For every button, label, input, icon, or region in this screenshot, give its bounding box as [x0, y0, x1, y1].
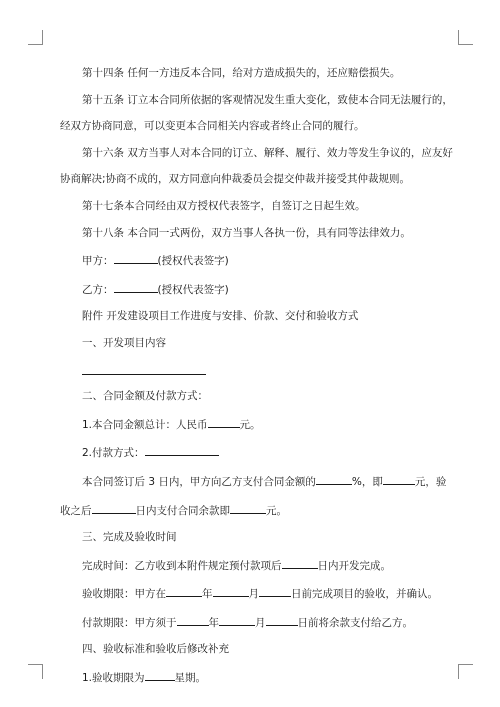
- project-content-blank[interactable]: [82, 363, 206, 375]
- article-16: [60, 146, 453, 160]
- payment-method: [60, 444, 450, 460]
- section-3-title: [60, 530, 450, 544]
- party-b-signature: [60, 281, 450, 297]
- party-a-signature: [60, 252, 450, 268]
- article-18-text: 第十八条 本合同一式两份，双方当事人各执一份，具有同等法律效力。: [82, 226, 411, 239]
- section-3-title-text: 三、完成及验收时间: [82, 531, 177, 544]
- payment-terms-line1: [60, 473, 450, 489]
- party-b-blank[interactable]: [114, 281, 158, 293]
- payment-deadline-month-blank[interactable]: [219, 614, 255, 626]
- appendix-title: [60, 309, 450, 323]
- contract-amount: [60, 416, 450, 432]
- payment-deadline-text-d: 日前将余款支付给乙方。: [297, 616, 413, 629]
- acceptance-period-text-b: 星期。: [174, 672, 207, 685]
- acceptance-text-d: 日前完成项目的验收，并确认。: [291, 588, 438, 601]
- completion-time-text-a: 完成时间：乙方收到本附件规定预付款项后: [82, 559, 282, 572]
- acceptance-period-text-a: 1.验收期限为: [82, 672, 145, 685]
- party-b-suffix: (授权代表签字): [157, 283, 229, 296]
- acceptance-year-blank[interactable]: [166, 585, 202, 597]
- crop-mark-bottom-left: [28, 664, 43, 679]
- payment-days-blank[interactable]: [92, 502, 136, 514]
- section-1-title-text: 一、开发项目内容: [82, 336, 166, 349]
- article-17-text: 第十七条本合同经由双方授权代表签字，自签订之日起生效。: [82, 199, 366, 212]
- section-4-title: [60, 642, 450, 656]
- article-14: [60, 66, 450, 80]
- article-17: [60, 199, 450, 213]
- payment-terms-line2: [60, 502, 450, 518]
- payment-balance-blank[interactable]: [230, 502, 266, 514]
- party-a-blank[interactable]: [114, 252, 158, 264]
- contract-amount-unit: 元。: [239, 418, 261, 431]
- payment-percent-blank[interactable]: [316, 473, 352, 485]
- crop-mark-bottom-right: [458, 664, 473, 679]
- payment-deadline-text-b: 年: [208, 616, 219, 629]
- acceptance-period: [60, 669, 450, 685]
- crop-mark-top-right: [458, 30, 473, 45]
- payment-deadline-year-blank[interactable]: [177, 614, 209, 626]
- contract-amount-label: 1.本合同金额总计：人民币: [82, 418, 208, 431]
- section-1-title: [60, 336, 450, 350]
- completion-time: [60, 557, 450, 573]
- acceptance-deadline: [60, 585, 450, 601]
- contract-amount-blank[interactable]: [208, 416, 240, 428]
- payment-method-blank[interactable]: [145, 444, 219, 456]
- article-14-text: 第十四条 任何一方违反本合同，给对方造成损失的，还应赔偿损失。: [82, 67, 401, 79]
- article-16-continued: [60, 172, 450, 186]
- payment-terms-text-c: 元，验: [414, 475, 447, 488]
- payment-terms-text-d: 收之后: [60, 504, 92, 517]
- article-15: [60, 93, 453, 107]
- party-b-label: 乙方：: [82, 283, 114, 296]
- payment-deadline-day-blank[interactable]: [266, 614, 298, 626]
- article-16-line1: 第十六条 双方当事人对本合同的订立、解释、履行、效力等发生争议的，应友好: [82, 146, 453, 159]
- party-a-label: 甲方：: [82, 255, 114, 268]
- payment-terms-text-b: %，即: [351, 475, 383, 488]
- article-15-continued: [60, 119, 450, 133]
- section-2-title: [60, 389, 450, 403]
- project-content-line: [82, 363, 450, 377]
- payment-method-label: 2.付款方式：: [82, 447, 145, 460]
- payment-advance-blank[interactable]: [383, 473, 415, 485]
- crop-mark-top-left: [28, 30, 43, 45]
- payment-terms-text-f: 元。: [266, 504, 287, 517]
- completion-days-blank[interactable]: [282, 557, 318, 569]
- section-4-title-text: 四、验收标准和验收后修改补充: [82, 643, 229, 656]
- acceptance-month-blank[interactable]: [213, 585, 249, 597]
- acceptance-period-blank[interactable]: [145, 669, 175, 681]
- completion-time-text-b: 日内开发完成。: [317, 559, 391, 572]
- payment-terms-text-a: 本合同签订后 3 日内，甲方向乙方支付合同金额的: [82, 475, 316, 488]
- payment-deadline-text-a: 付款期限：甲方须于: [82, 616, 177, 629]
- payment-deadline: [60, 614, 450, 630]
- acceptance-text-b: 年: [202, 588, 213, 601]
- article-15-line2: 经双方协商同意，可以变更本合同相关内容或者终止合同的履行。: [60, 120, 365, 133]
- document-body: [60, 66, 453, 698]
- section-2-title-text: 二、合同金额及付款方式：: [82, 390, 208, 403]
- article-15-line1: 第十五条 订立本合同所依据的客观情况发生重大变化，致使本合同无法履行的，: [82, 93, 453, 106]
- appendix-title-text: 附件 开发建设项目工作进度与安排、价款、交付和验收方式: [82, 310, 359, 323]
- acceptance-text-c: 月: [248, 588, 259, 601]
- article-18: [60, 226, 450, 240]
- payment-terms-text-e: 日内支付合同余款即: [135, 504, 230, 517]
- payment-deadline-text-c: 月: [255, 616, 266, 629]
- acceptance-day-blank[interactable]: [259, 585, 291, 597]
- article-16-line2: 协商解决;协商不成的，双方同意向仲裁委员会提交仲裁并接受其仲裁规则。: [60, 173, 411, 186]
- acceptance-text-a: 验收期限：甲方在: [82, 588, 166, 601]
- party-a-suffix: (授权代表签字): [157, 255, 229, 268]
